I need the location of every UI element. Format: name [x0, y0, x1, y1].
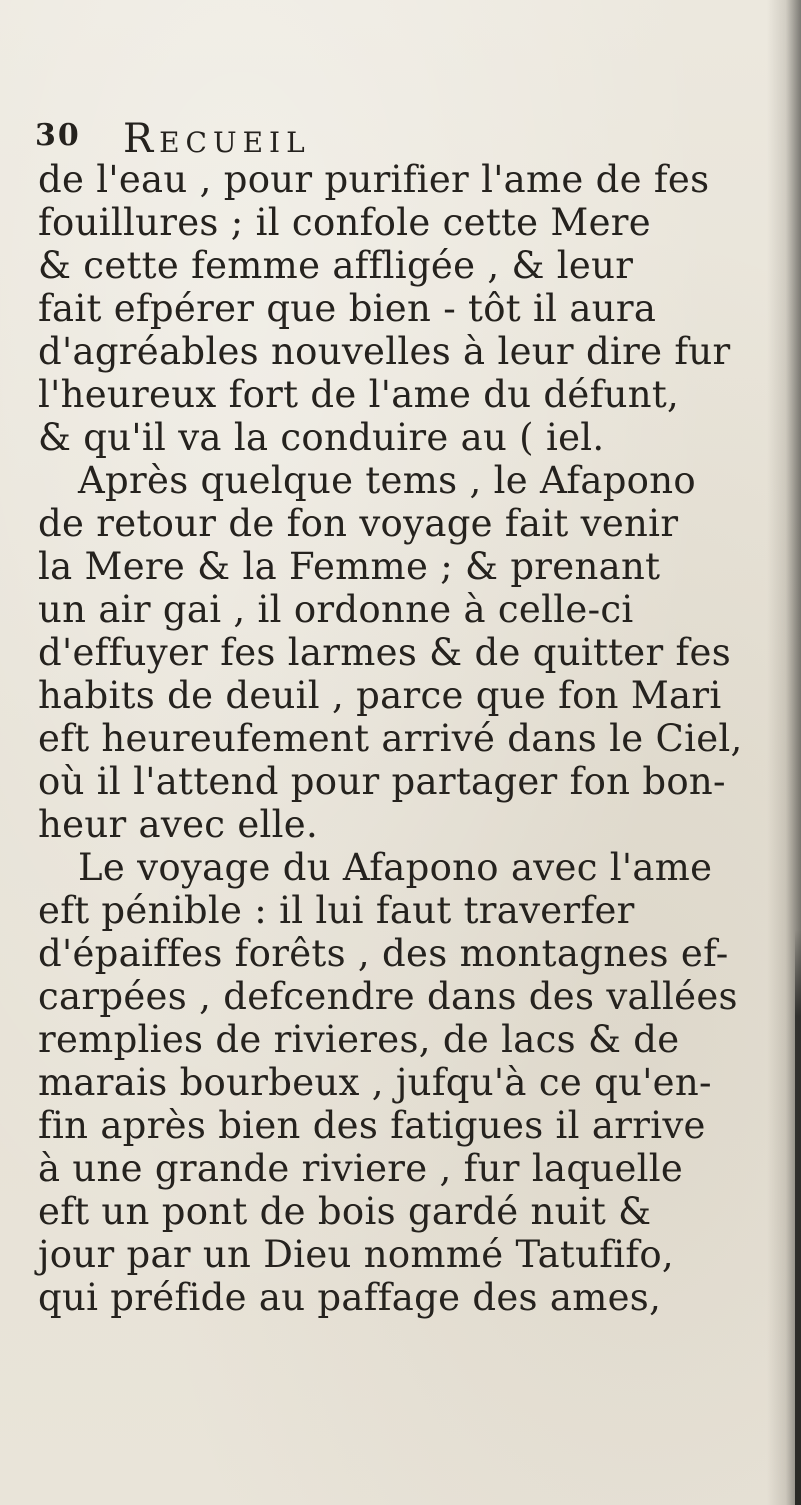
text-line: fouillures ; il confole cette Mere: [38, 201, 651, 244]
text-line: carpées , defcendre dans des vallées: [38, 975, 738, 1018]
paragraph-start-line: Le voyage du Afapono avec l'ame: [78, 846, 713, 889]
text-line: marais bourbeux , jufqu'à ce qu'en-: [38, 1061, 712, 1104]
text-line: l'heureux fort de l'ame du défunt,: [38, 373, 680, 416]
text-line: d'épaiffes forêts , des montagnes ef-: [38, 932, 729, 975]
text-line: d'effuyer fes larmes & de quitter fes: [38, 631, 732, 674]
text-line: eft heureufement arrivé dans le Ciel,: [38, 717, 743, 760]
text-line: où il l'attend pour partager fon bon-: [38, 760, 726, 803]
page-header: [35, 118, 735, 162]
text-line: heur avec elle.: [38, 803, 319, 846]
body-text: [38, 158, 778, 1319]
text-line: jour par un Dieu nommé Tatufifo,: [38, 1233, 674, 1276]
text-line: d'agréables nouvelles à leur dire fur: [38, 330, 731, 373]
text-line: & cette femme affligée , & leur: [38, 244, 634, 287]
text-line: eft un pont de bois gardé nuit &: [38, 1190, 652, 1233]
running-head: Recueil: [123, 116, 311, 162]
text-line: habits de deuil , parce que fon Mari: [38, 674, 722, 717]
text-line: eft pénible : il lui faut traverfer: [38, 889, 635, 932]
text-line: de l'eau , pour purifier l'ame de fes: [38, 158, 710, 201]
text-line: fin après bien des fatigues il arrive: [38, 1104, 706, 1147]
paragraph-start-line: Après quelque tems , le Afapono: [78, 459, 696, 502]
text-line: remplies de rivieres, de lacs & de: [38, 1018, 680, 1061]
text-line: de retour de fon voyage fait venir: [38, 502, 679, 545]
page-number: 30: [35, 118, 81, 153]
text-line: fait efpérer que bien - tôt il aura: [38, 287, 657, 330]
text-line: qui préfide au paffage des ames,: [38, 1276, 662, 1319]
page-gutter: [795, 930, 801, 1505]
text-line: un air gai , il ordonne à celle-ci: [38, 588, 634, 631]
text-line: & qu'il va la conduire au ( iel.: [38, 416, 605, 459]
text-line: à une grande riviere , fur laquelle: [38, 1147, 684, 1190]
text-line: la Mere & la Femme ; & prenant: [38, 545, 661, 588]
